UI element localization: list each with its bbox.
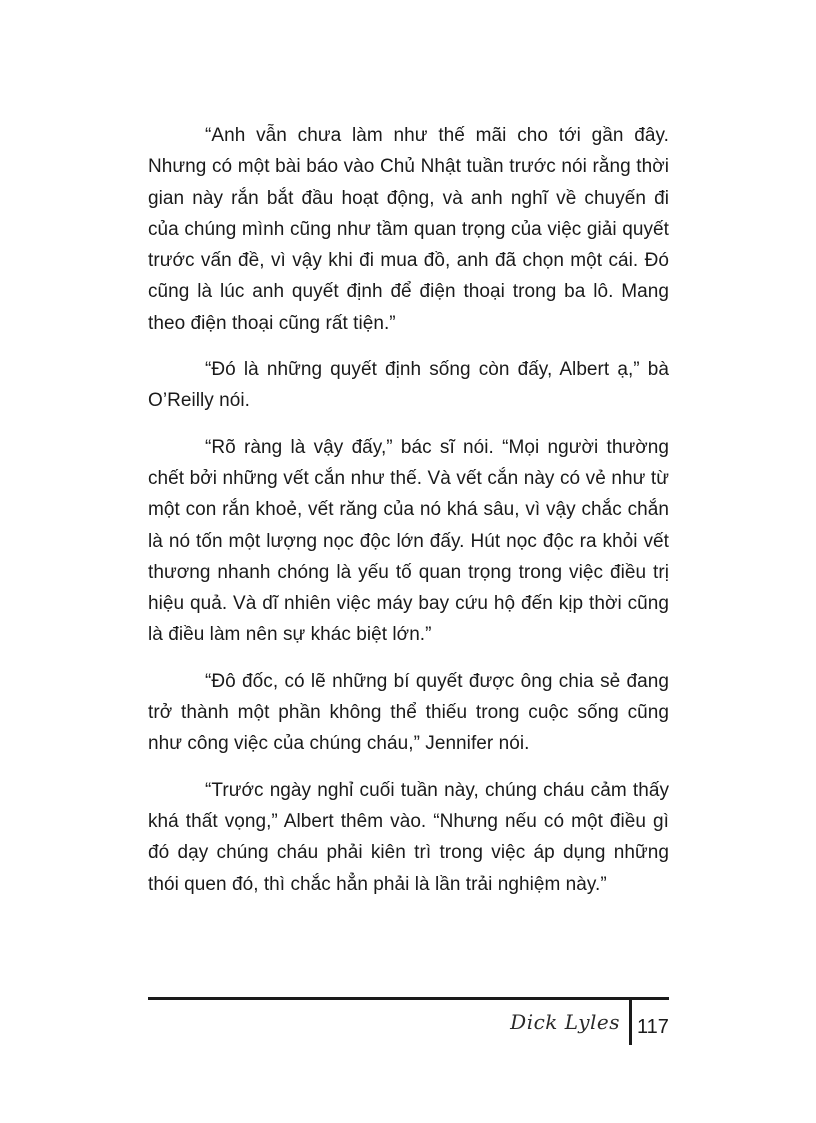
paragraph-2: “Đó là những quyết định sống còn đấy, Albert ạ,” bà O’Reilly nói.	[148, 359, 669, 412]
page-body	[148, 120, 669, 915]
paragraph-3: “Rõ ràng là vậy đấy,” bác sĩ nói. “Mọi người thường chết bởi những vết cắn như thế. Và vết cắn này có vẻ như từ một con rắn khoẻ, vết răng của nó khá sâu, vì vậy chắc chắn là nó tốn một lượng nọc độc lớn đấy. Hút nọc độc ra khỏi vết thương nhanh chóng là yếu tố quan trọng trong việc điều trị hiệu quả. Và dĩ nhiên việc máy bay cứu hộ đến kịp thời cũng là điều làm nên sự khác biệt lớn.”	[148, 436, 669, 646]
paragraph-5: “Trước ngày nghỉ cuối tuần này, chúng cháu cảm thấy khá thất vọng,” Albert thêm vào. “Nhưng nếu có một điều gì đó dạy chúng cháu phải kiên trì trong việc áp dụng những thói quen đó, thì chắc hẳn phải là lần trải nghiệm này.”	[148, 779, 669, 895]
footer-divider	[629, 998, 632, 1045]
footer-rule	[148, 997, 669, 1000]
running-footer-author: Dick Lyles	[510, 1010, 620, 1034]
paragraph-1: “Anh vẫn chưa làm như thế mãi cho tới gần đây. Nhưng có một bài báo vào Chủ Nhật tuần trước nói rằng thời gian này rắn bắt đầu hoạt động, và anh nghĩ về chuyến đi của chúng mình cũng như tầm quan trọng của việc giải quyết trước vấn đề, vì vậy khi đi mua đồ, anh đã chọn một cái. Đó cũng là lúc anh quyết định để điện thoại trong ba lô. Mang theo điện thoại cũng rất tiện.”	[148, 125, 669, 334]
paragraph-4: “Đô đốc, có lẽ những bí quyết được ông chia sẻ đang trở thành một phần không thể thiếu trong cuộc sống cũng như công việc của chúng cháu,” Jennifer nói.	[148, 670, 669, 755]
page-number: 117	[637, 1016, 669, 1038]
